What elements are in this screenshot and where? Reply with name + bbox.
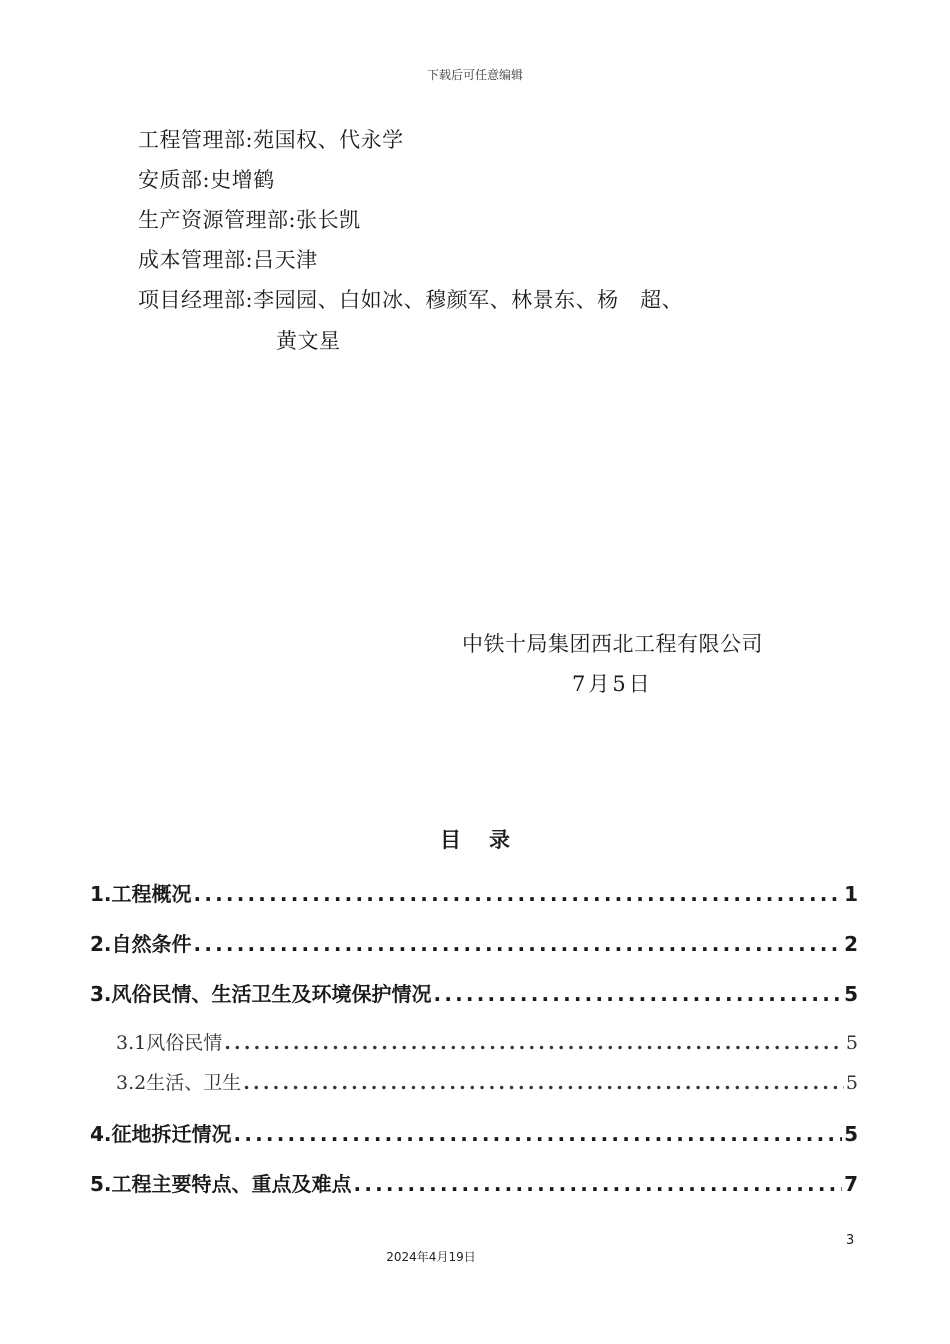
toc-entry-page: 7 xyxy=(844,1172,858,1196)
toc-entry-label: 2.自然条件 xyxy=(90,932,192,956)
staff-line-project-management: 项目经理部:李园园、白如冰、穆颜军、林景东、杨 超、 xyxy=(138,288,684,312)
toc-entry[interactable] xyxy=(90,928,858,957)
toc-title xyxy=(0,824,950,854)
toc-subentry[interactable] xyxy=(116,1028,858,1055)
toc-entry-label: 3.1风俗民情 xyxy=(116,1032,223,1054)
toc-leader-dots xyxy=(194,932,843,956)
toc-entry[interactable] xyxy=(90,1168,858,1197)
company-name: 中铁十局集团西北工程有限公司 xyxy=(462,632,763,656)
toc-entry[interactable] xyxy=(90,878,858,907)
toc-entry[interactable] xyxy=(90,978,858,1007)
toc-entry-page: 5 xyxy=(844,1122,858,1146)
toc-entry[interactable] xyxy=(90,1118,858,1147)
toc-entry-page: 5 xyxy=(844,982,858,1006)
staff-line-cost: 成本管理部:吕天津 xyxy=(138,248,318,272)
toc-title-part2: 录 xyxy=(489,828,510,852)
toc-entry-page: 2 xyxy=(844,932,858,956)
toc-leader-dots xyxy=(194,882,843,906)
staff-line-safety-quality: 安质部:史增鹤 xyxy=(138,168,275,192)
toc-subentry[interactable] xyxy=(116,1068,858,1095)
header-note: 下载后可任意编辑 xyxy=(426,68,523,82)
toc-entry-page: 5 xyxy=(845,1032,858,1054)
toc-entry-label: 4.征地拆迁情况 xyxy=(90,1122,232,1146)
toc-entry-label: 5.工程主要特点、重点及难点 xyxy=(90,1172,352,1196)
staff-line-engineering: 工程管理部:苑国权、代永学 xyxy=(138,128,404,152)
toc-leader-dots xyxy=(234,1122,843,1146)
page-number: 3 xyxy=(846,1233,855,1248)
toc-entry-page: 1 xyxy=(844,882,858,906)
toc-leader-dots xyxy=(354,1172,843,1196)
footer-date: 2024年4月19日 xyxy=(386,1250,476,1264)
toc-leader-dots xyxy=(434,982,843,1006)
toc-leader-dots xyxy=(224,1032,844,1054)
toc-entry-label: 1.工程概况 xyxy=(90,882,192,906)
toc-title-part1: 目 xyxy=(440,828,461,852)
signature-date: 7月5日 xyxy=(572,672,653,696)
staff-line-continuation: 黄文星 xyxy=(276,329,341,353)
toc-entry-label: 3.2生活、卫生 xyxy=(116,1072,242,1094)
toc-entry-label: 3.风俗民情、生活卫生及环境保护情况 xyxy=(90,982,432,1006)
toc-entry-page: 5 xyxy=(845,1072,858,1094)
toc-leader-dots xyxy=(243,1072,844,1094)
staff-line-production-resources: 生产资源管理部:张长凯 xyxy=(138,208,361,232)
